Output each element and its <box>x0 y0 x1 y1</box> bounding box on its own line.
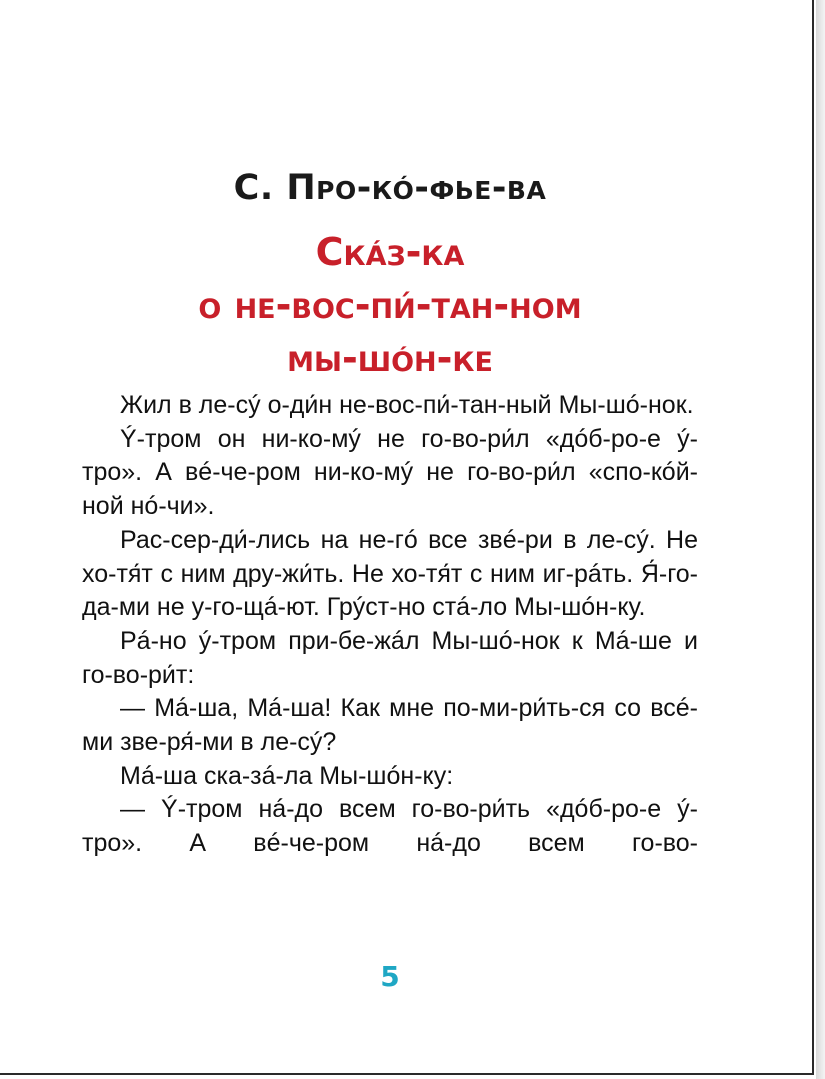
title-line-1: Скáз-ка <box>315 230 465 274</box>
paragraph-2: Ý-тром он ни-ко-мý не го-во-ри́л «дóб-ро-е ý-тро». А вé-че-ром ни-ко-мý не го-во-ри́л «спо-кóй-ной нó-чи». <box>82 424 698 521</box>
paragraph-1: Жил в ле-сý о-ди́н не-вос-пи́-тан-ный Мы-шó-нок. <box>120 391 694 419</box>
author-name: С. Про-кó-фье-ва <box>233 168 547 208</box>
story-text <box>82 389 698 861</box>
title-line-3: мы-шóн-ке <box>287 336 493 380</box>
title-line-2: о не-вос-пи́-тан-ном <box>198 283 582 327</box>
paragraph-6: Мá-ша ска-зá-ла Мы-шóн-ку: <box>120 761 454 790</box>
paragraph-5: — Мá-ша, Мá-ша! Как мне по-ми-ри́ть-ся со всé-ми зве-ря́-ми в ле-сý? <box>82 694 698 757</box>
page-number: 5 <box>380 960 400 993</box>
page-edge-shadow <box>816 0 825 1079</box>
paragraph-7: — Ý-тром нá-до всем го-во-ри́ть «дóб-ро-е ý-тро». А вé-че-ром нá-до всем го-во- <box>82 795 698 858</box>
story-title <box>0 226 780 385</box>
paragraph-4: Рá-но ý-тром при-бе-жáл Мы-шó-нок к Мá-ше и го-во-ри́т: <box>82 626 698 689</box>
paragraph-3: Рас-сер-ди́-лись на не-гó все звé-ри в ле-сý. Не хо-тя́т с ним дру-жи́ть. Не хо-тя́т с ним иг-рáть. Я́-го-да-ми не у-го-щá-ют. Грýст-но стá-ло Мы-шóн-ку. <box>82 525 698 622</box>
